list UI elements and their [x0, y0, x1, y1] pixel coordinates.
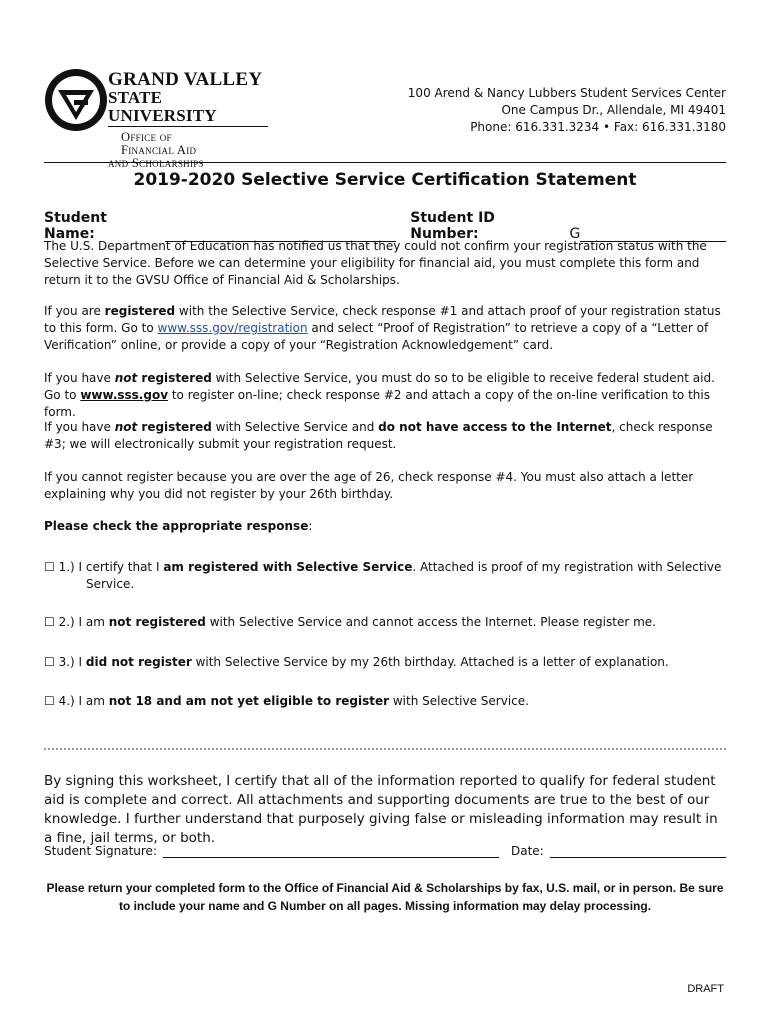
option-bold-text: did not register: [85, 655, 192, 669]
university-wordmark: [108, 70, 268, 170]
address-line3: Phone: 616.331.3234 • Fax: 616.331.3180: [470, 120, 726, 134]
option-text: 1.) I certify that I: [54, 560, 164, 574]
option-text: with Selective Service by my 26th birthday. Attached is a letter of explanation.: [191, 655, 669, 669]
office-line1: Office of: [121, 130, 172, 144]
intro-paragraph: [44, 238, 730, 289]
sss-gov-link[interactable]: www.sss.gov: [80, 388, 169, 402]
checkbox-3[interactable]: ☐: [44, 655, 55, 669]
section-divider: [44, 748, 726, 750]
office-line2: Financial Aid: [121, 143, 197, 157]
option-bold-text: am registered with Selective Service: [163, 560, 413, 574]
option-2: [44, 614, 730, 631]
option-text: . Attached is proof of my registration with Selective: [412, 560, 722, 574]
gvsu-logo-icon: [44, 68, 108, 132]
option-text: 2.) I am: [54, 615, 109, 629]
student-id-prefix: G: [569, 226, 581, 242]
signature-row: [44, 844, 726, 858]
bold-text: registered: [137, 420, 212, 434]
bold-italic-text: not: [114, 420, 138, 434]
bold-text: registered: [104, 304, 176, 318]
date-field[interactable]: [550, 844, 726, 858]
text: If you have: [44, 371, 115, 385]
date-label: Date:: [511, 844, 544, 858]
form-title: 2019-2020 Selective Service Certification Statement: [133, 170, 637, 190]
text: If you have: [44, 420, 115, 434]
intro-text: The U.S. Department of Education has notified us that they could not confirm your registration status with the Selective Service. Before we can determine your eligibility for financial aid, you must complete this form and return it to the GVSU Office of Financial Aid & Scholarships.: [44, 239, 707, 287]
checkbox-4[interactable]: ☐: [44, 694, 55, 708]
draft-label: DRAFT: [687, 983, 724, 995]
bold-italic-text: not: [114, 371, 138, 385]
option-bold-text: not registered: [108, 615, 206, 629]
certification-text: By signing this worksheet, I certify that all of the information reported to qualify for federal student aid is complete and correct. All attachments and supporting documents are true to the best of our knowledge. I further understand that purposely giving false or misleading information may result in a fine, jail terms, or both.: [44, 773, 718, 846]
check-prompt-colon: :: [308, 519, 313, 533]
option-text: with Selective Service.: [389, 694, 529, 708]
checkbox-1[interactable]: ☐: [44, 560, 55, 574]
bold-text: do not have access to the Internet: [378, 420, 612, 434]
option-text: 3.) I: [54, 655, 86, 669]
over-26-paragraph: [44, 469, 730, 503]
option-4: [44, 693, 730, 710]
option-continuation: Service.: [86, 577, 135, 591]
option-1: [44, 559, 730, 593]
return-instructions: Please return your completed form to the Office of Financial Aid & Scholarships by fax, U.S. mail, or in person. Be sure to include your name and G Number on all pages. Missing information may delay processing.: [46, 881, 724, 913]
office-address: [408, 85, 726, 136]
address-line2: One Campus Dr., Allendale, MI 49401: [501, 103, 726, 117]
option-text: with Selective Service and cannot access the Internet. Please register me.: [205, 615, 656, 629]
university-name-line1: GRAND VALLEY: [108, 69, 263, 90]
checkbox-2[interactable]: ☐: [44, 615, 55, 629]
over-26-text: If you cannot register because you are over the age of 26, check response #4. You must also attach a letter explaining why you did not register by your 26th birthday.: [44, 470, 694, 501]
bold-text: registered: [137, 371, 212, 385]
signature-label: Student Signature:: [44, 844, 157, 858]
sss-registration-link[interactable]: www.sss.gov/registration: [157, 321, 308, 335]
check-prompt-text: Please check the appropriate response: [44, 519, 309, 533]
option-bold-text: not 18 and am not yet eligible to register: [108, 694, 390, 708]
office-line3: and Scholarships: [108, 156, 204, 170]
text: with the Selective Service, check response #1 and attach proof of your registration status to this form. Go to: [44, 304, 721, 335]
check-prompt: [44, 518, 730, 535]
university-name-line2: STATE UNIVERSITY: [108, 89, 268, 127]
header-divider: [44, 162, 726, 163]
option-text: 4.) I am: [54, 694, 109, 708]
text: with Selective Service, you must do so to be eligible to receive federal student aid. Go to: [44, 371, 715, 402]
option-3: [44, 654, 730, 671]
text: with Selective Service and: [211, 420, 379, 434]
signature-field[interactable]: [163, 844, 499, 858]
text: and select “Proof of Registration” to retrieve a copy of a “Letter of Verification” online, or provide a copy of your “Registration Acknowledgement” card.: [44, 321, 709, 352]
no-internet-paragraph: [44, 419, 730, 453]
registered-paragraph: [44, 303, 730, 354]
text: to register on-line; check response #2 and attach a copy of the on-line verification to this form.: [44, 388, 710, 419]
student-id-label: Student ID Number:: [410, 210, 495, 242]
text: , check response #3; we will electronically submit your registration request.: [44, 420, 713, 451]
text: If you are: [44, 304, 105, 318]
student-name-label: Student Name:: [44, 210, 107, 242]
address-line1: 100 Arend & Nancy Lubbers Student Services Center: [407, 86, 726, 100]
office-name: [108, 131, 268, 170]
not-registered-paragraph: [44, 370, 730, 421]
